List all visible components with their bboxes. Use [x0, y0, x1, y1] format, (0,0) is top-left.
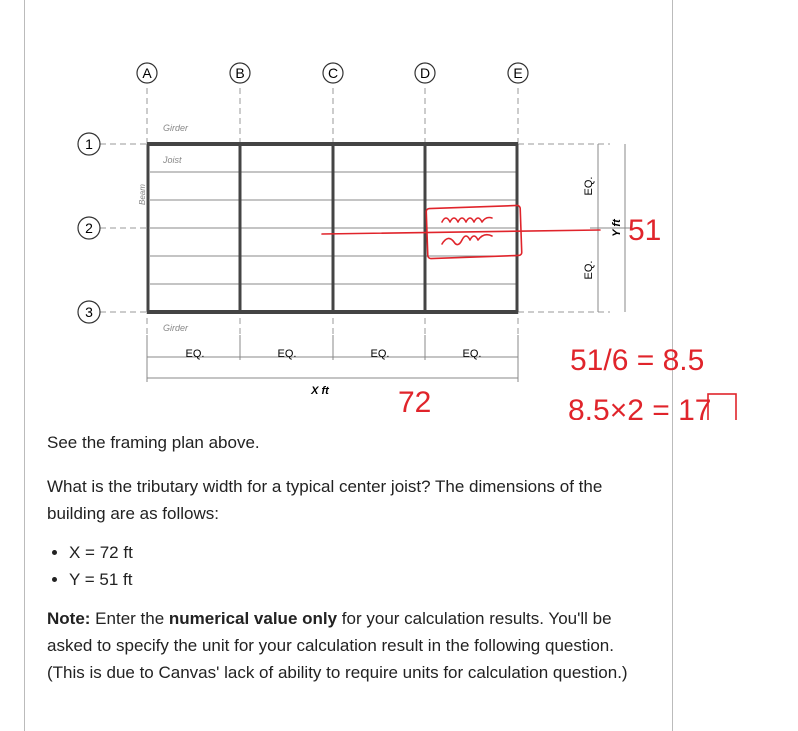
eq-label-1: EQ.	[185, 348, 205, 360]
column-label-b: B	[235, 65, 245, 81]
column-label-c: C	[327, 65, 339, 81]
note-text-2: for your calculation results. You'll be asked to specify the unit for your calculation result in the following question. (This is due to Canvas' lack of ability to require units for calculation question.)	[47, 609, 628, 682]
note-label: Note:	[47, 609, 91, 628]
note-text-1: Enter the	[90, 609, 169, 628]
row-label-1: 1	[85, 136, 93, 152]
intro-text: See the framing plan above.	[47, 433, 260, 452]
row-label-3: 3	[85, 304, 93, 320]
x-dimension-label: X ft	[311, 385, 329, 397]
handwritten-x-value: 72	[398, 386, 432, 419]
beam-label: Beam	[138, 184, 147, 205]
column-label-e: E	[513, 65, 523, 81]
list-item: • Y = 51 ft	[69, 566, 647, 593]
bottom-girder-label: Girder	[163, 323, 189, 333]
note-bold: numerical value only	[168, 609, 338, 628]
handwritten-y-value: 51	[628, 214, 662, 247]
column-label-d: D	[419, 65, 431, 81]
question-text	[47, 429, 647, 686]
answer-box	[708, 394, 736, 420]
top-girder-label: Girder	[163, 123, 189, 133]
column-label-a: A	[142, 65, 152, 81]
eq-vertical-label-1: EQ.	[583, 176, 595, 196]
eq-label-3: EQ.	[370, 348, 390, 360]
eq-label-4: EQ.	[462, 348, 482, 360]
y-dimension-label: Y ft	[611, 219, 623, 237]
joist-label: Joist	[163, 155, 182, 165]
row-label-2: 2	[85, 220, 93, 236]
list-item: • X = 72 ft	[69, 539, 647, 566]
column-grid-bubbles	[137, 63, 528, 83]
handwritten-calc-1: 51/6 = 8.5	[570, 344, 705, 377]
note-paragraph	[47, 605, 647, 686]
eq-label-2: EQ.	[277, 348, 297, 360]
question-prompt: What is the tributary width for a typical center joist? The dimensions of the building are as follows:	[47, 477, 603, 523]
dimension-list	[47, 539, 647, 593]
handwritten-calc-2: 8.5×2 = 17	[568, 394, 712, 420]
eq-vertical-label-2: EQ.	[583, 260, 595, 280]
row-grid-bubbles	[78, 133, 100, 323]
